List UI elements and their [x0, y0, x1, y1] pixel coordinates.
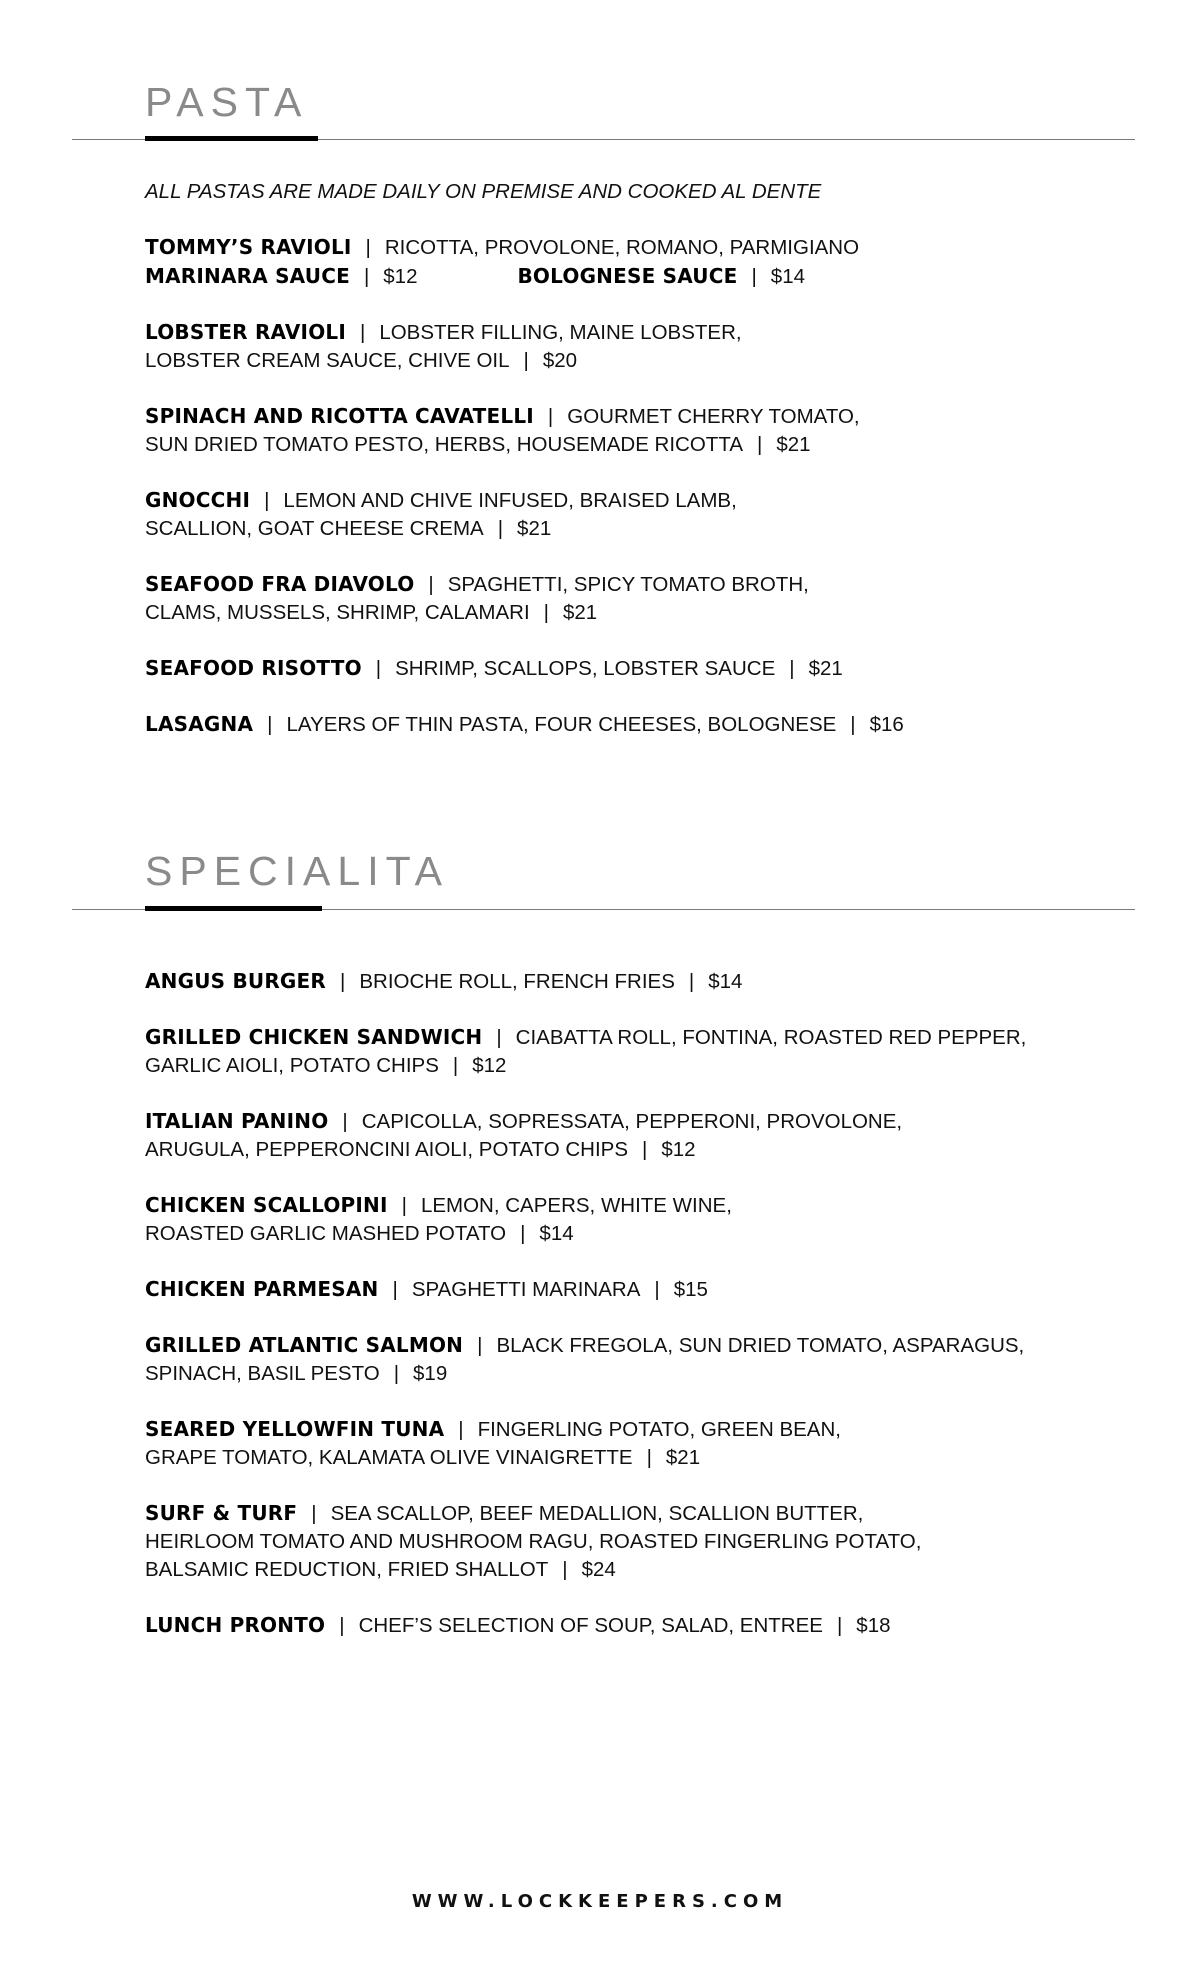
item-line: [145, 1499, 1145, 1528]
separator: |: [642, 1138, 648, 1161]
item-description: SEA SCALLOP, BEEF MEDALLION, SCALLION BUTTER,: [330, 1502, 864, 1525]
item-price: $14: [708, 970, 743, 993]
separator: |: [646, 1446, 652, 1469]
item-name: TOMMY’S RAVIOLI: [145, 235, 352, 259]
sauce-option-marinara: [145, 262, 417, 291]
separator: |: [340, 970, 346, 993]
specialita-list: [145, 967, 1145, 1640]
footer-website[interactable]: WWW.LOCKKEEPERS.COM: [411, 1891, 789, 1912]
separator: |: [363, 265, 370, 288]
specialita-title-underline: [145, 906, 322, 911]
item-description: LEMON, CAPERS, WHITE WINE,: [420, 1194, 732, 1217]
menu-item-seared-yellowfin-tuna: [145, 1415, 1145, 1472]
item-description: FINGERLING POTATO, GREEN BEAN,: [477, 1418, 841, 1441]
menu-item-lasagna: [145, 710, 1145, 739]
item-line: [145, 1611, 1145, 1640]
menu-item-chicken-scallopini: [145, 1191, 1145, 1248]
pasta-title-underline: [145, 136, 318, 141]
pasta-list: [145, 318, 1145, 739]
item-line: [145, 1136, 1145, 1164]
sauce-option-bolognese: [517, 262, 805, 291]
item-price: $21: [665, 1446, 701, 1469]
item-description: CAPICOLLA, SOPRESSATA, PEPPERONI, PROVOLONE,: [361, 1110, 903, 1133]
item-price: $24: [581, 1558, 616, 1581]
separator: |: [267, 713, 273, 736]
item-line: [145, 1052, 1145, 1080]
item-description: GOURMET CHERRY TOMATO,: [567, 405, 860, 428]
item-line: [145, 402, 1145, 431]
separator: |: [359, 321, 366, 344]
item-price: $16: [869, 713, 904, 736]
separator: |: [458, 1418, 464, 1441]
item-description: SHRIMP, SCALLOPS, LOBSTER SAUCE: [395, 657, 776, 680]
item-description: LEMON AND CHIVE INFUSED, BRAISED LAMB,: [283, 489, 737, 512]
item-line: [145, 570, 1145, 599]
item-description: CLAMS, MUSSELS, SHRIMP, CALAMARI: [145, 601, 530, 624]
item-name: GRILLED ATLANTIC SALMON: [145, 1333, 464, 1357]
item-description: SCALLION, GOAT CHEESE CREMA: [145, 517, 484, 540]
item-description: SPINACH, BASIL PESTO: [145, 1362, 380, 1385]
menu-item-spinach-and-ricotta-cavatelli: [145, 402, 1145, 459]
item-price: $18: [856, 1614, 891, 1637]
item-description: HEIRLOOM TOMATO AND MUSHROOM RAGU, ROASTED FINGERLING POTATO,: [145, 1530, 922, 1553]
item-description: LAYERS OF THIN PASTA, FOUR CHEESES, BOLOGNESE: [286, 713, 837, 736]
menu-item-surf-turf: [145, 1499, 1145, 1584]
menu-item-chicken-parmesan: [145, 1275, 1145, 1304]
separator: |: [562, 1558, 568, 1581]
item-name: SPINACH AND RICOTTA CAVATELLI: [145, 404, 534, 428]
separator: |: [543, 601, 549, 624]
separator: |: [836, 1614, 843, 1637]
menu-item-grilled-chicken-sandwich: [145, 1023, 1145, 1080]
item-description: BRIOCHE ROLL, FRENCH FRIES: [359, 970, 675, 993]
separator: |: [375, 657, 382, 680]
item-line: [145, 1275, 1145, 1304]
menu-item-tommys-ravioli: [145, 233, 1145, 291]
pasta-items: [145, 233, 1145, 766]
item-description: GARLIC AIOLI, POTATO CHIPS: [145, 1054, 439, 1077]
item-description: SUN DRIED TOMATO PESTO, HERBS, HOUSEMADE RICOTTA: [145, 433, 744, 456]
item-name: LOBSTER RAVIOLI: [145, 320, 346, 344]
separator: |: [428, 573, 434, 596]
item-description: SPAGHETTI, SPICY TOMATO BROTH,: [447, 573, 809, 596]
separator: |: [520, 1222, 526, 1245]
item-line: [145, 1107, 1145, 1136]
menu-item-gnocchi: [145, 486, 1145, 543]
item-description: CHEF’S SELECTION OF SOUP, SALAD, ENTREE: [358, 1614, 823, 1637]
item-line: [145, 1220, 1145, 1248]
separator: |: [452, 1054, 459, 1077]
item-line: [145, 1360, 1145, 1388]
item-line: [145, 486, 1145, 515]
item-line: [145, 1191, 1145, 1220]
separator: |: [850, 713, 856, 736]
item-description: ROASTED GARLIC MASHED POTATO: [145, 1222, 507, 1245]
separator: |: [342, 1110, 348, 1133]
sauce-options: [145, 262, 1145, 291]
separator: |: [496, 1026, 502, 1049]
item-name: CHICKEN SCALLOPINI: [145, 1193, 388, 1217]
separator: |: [523, 349, 529, 372]
separator: |: [401, 1194, 407, 1217]
item-name: CHICKEN PARMESAN: [145, 1277, 379, 1301]
item-price: $21: [563, 601, 598, 624]
item-line: [145, 599, 1145, 627]
specialita-title: SPECIALITA: [145, 848, 449, 894]
item-line: [145, 318, 1145, 347]
separator: |: [393, 1362, 400, 1385]
separator: |: [757, 433, 763, 456]
item-name: GNOCCHI: [145, 488, 251, 512]
sauce-name: BOLOGNESE SAUCE: [517, 264, 738, 288]
item-description: RICOTTA, PROVOLONE, ROMANO, PARMIGIANO: [384, 236, 860, 259]
item-line: [145, 347, 1145, 375]
item-price: $12: [661, 1138, 696, 1161]
specialita-items: [145, 967, 1145, 1667]
item-name: ITALIAN PANINO: [145, 1109, 329, 1133]
item-name: SEAFOOD FRA DIAVOLO: [145, 572, 415, 596]
menu-item-lunch-pronto: [145, 1611, 1145, 1640]
item-description: ARUGULA, PEPPERONCINI AIOLI, POTATO CHIPS: [145, 1138, 629, 1161]
item-line: [145, 233, 1145, 262]
separator: |: [497, 517, 504, 540]
item-price: $21: [776, 433, 811, 456]
item-line: [145, 1444, 1145, 1472]
separator: |: [688, 970, 695, 993]
item-description: LOBSTER CREAM SAUCE, CHIVE OIL: [145, 349, 510, 372]
item-line: [145, 515, 1145, 543]
menu-item-angus-burger: [145, 967, 1145, 996]
item-description: BLACK FREGOLA, SUN DRIED TOMATO, ASPARAGUS,: [496, 1334, 1025, 1357]
pasta-note: ALL PASTAS ARE MADE DAILY ON PREMISE AND COOKED AL DENTE: [145, 180, 822, 203]
item-description: SPAGHETTI MARINARA: [411, 1278, 641, 1301]
menu-item-lobster-ravioli: [145, 318, 1145, 375]
item-line: [145, 431, 1145, 459]
menu-item-seafood-fra-diavolo: [145, 570, 1145, 627]
separator: |: [547, 405, 554, 428]
menu-item-grilled-atlantic-salmon: [145, 1331, 1145, 1388]
separator: |: [392, 1278, 398, 1301]
item-line: [145, 710, 1145, 739]
item-name: SURF & TURF: [145, 1501, 298, 1525]
item-price: $20: [542, 349, 578, 372]
separator: |: [311, 1502, 317, 1525]
item-description: LOBSTER FILLING, MAINE LOBSTER,: [379, 321, 742, 344]
item-description: CIABATTA ROLL, FONTINA, ROASTED RED PEPPER,: [515, 1026, 1027, 1049]
sauce-price: $12: [383, 265, 418, 288]
separator: |: [751, 265, 757, 288]
item-name: LUNCH PRONTO: [145, 1613, 326, 1637]
item-price: $15: [673, 1278, 708, 1301]
item-line: [145, 1023, 1145, 1052]
item-name: LASAGNA: [145, 712, 254, 736]
item-line: [145, 1528, 1145, 1556]
item-price: $12: [472, 1054, 507, 1077]
item-description: GRAPE TOMATO, KALAMATA OLIVE VINAIGRETTE: [145, 1446, 633, 1469]
pasta-title: PASTA: [145, 79, 309, 125]
item-name: SEARED YELLOWFIN TUNA: [145, 1417, 445, 1441]
menu-item-seafood-risotto: [145, 654, 1145, 683]
separator: |: [654, 1278, 660, 1301]
separator: |: [789, 657, 795, 680]
item-line: [145, 654, 1145, 683]
sauce-price: $14: [770, 265, 806, 288]
item-price: $19: [413, 1362, 448, 1385]
separator: |: [477, 1334, 483, 1357]
separator: |: [339, 1614, 345, 1637]
item-line: [145, 1556, 1145, 1584]
item-price: $21: [808, 657, 843, 680]
item-price: $21: [517, 517, 552, 540]
sauce-name: MARINARA SAUCE: [145, 264, 350, 288]
item-line: [145, 1331, 1145, 1360]
item-line: [145, 1415, 1145, 1444]
item-price: $14: [539, 1222, 574, 1245]
item-line: [145, 967, 1145, 996]
item-description: BALSAMIC REDUCTION, FRIED SHALLOT: [145, 1558, 549, 1581]
item-name: SEAFOOD RISOTTO: [145, 656, 362, 680]
item-name: GRILLED CHICKEN SANDWICH: [145, 1025, 483, 1049]
separator: |: [264, 489, 270, 512]
item-name: ANGUS BURGER: [145, 969, 327, 993]
separator: |: [365, 236, 371, 259]
menu-item-italian-panino: [145, 1107, 1145, 1164]
